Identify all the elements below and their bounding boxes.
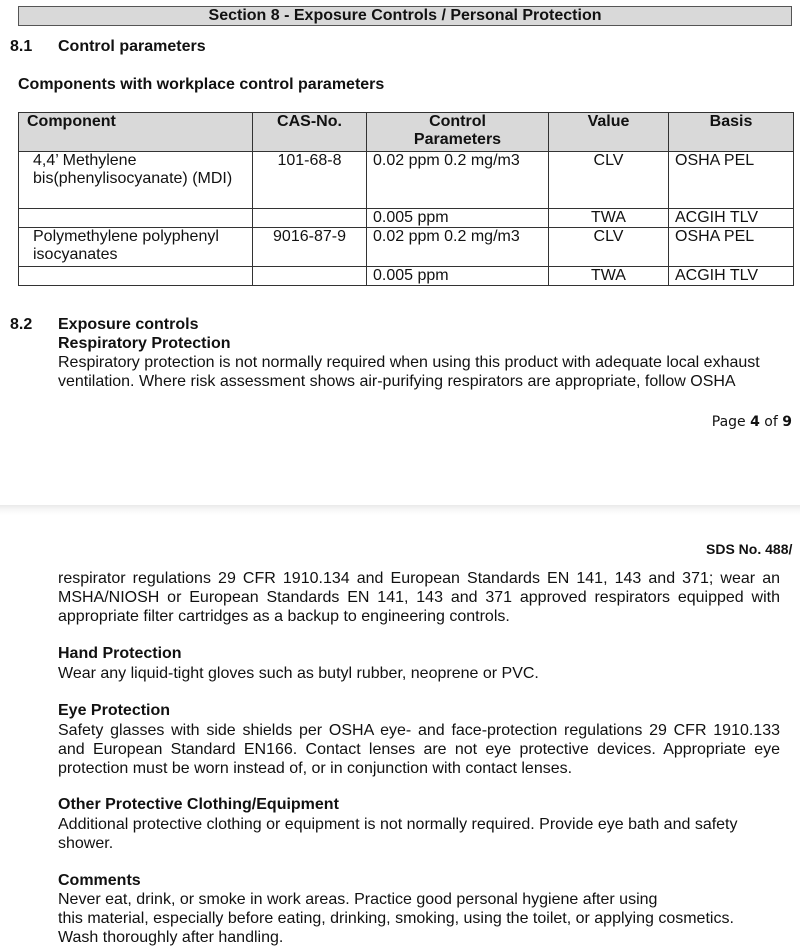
cell-value: CLV [549,152,669,209]
section-8-1-title: Control parameters [58,38,206,55]
control-parameters-table [18,112,794,286]
components-heading: Components with workplace control parameters [18,76,385,93]
table-row [19,267,794,286]
cell-cas [253,267,367,286]
cell-control: 0.02 ppm 0.2 mg/m3 [367,228,549,267]
hand-protection-heading: Hand Protection [58,645,182,662]
header-control-parameters: Control Parameters [367,113,549,152]
table-row [19,209,794,228]
comments-line-3: Wash thoroughly after handling. [58,929,284,946]
cell-basis: OSHA PEL [669,228,794,267]
cell-cas: 101-68-8 [253,152,367,209]
sds-number: SDS No. 488/ [706,541,793,557]
hand-protection-text: Wear any liquid-tight gloves such as butyl rubber, neoprene or PVC. [58,665,539,682]
page-of: of [759,414,783,430]
cell-basis: ACGIH TLV [669,267,794,286]
page-prefix: Page [711,414,751,430]
table-header-row [19,113,794,152]
header-value: Value [549,113,669,152]
page-5 [0,515,800,948]
cell-cas: 9016-87-9 [253,228,367,267]
comments-heading: Comments [58,872,141,889]
cell-component [19,209,253,228]
cell-basis: ACGIH TLV [669,209,794,228]
cell-component [19,267,253,286]
page-current: 4 [750,414,760,430]
header-basis: Basis [669,113,794,152]
section-8-2-number: 8.2 [10,316,33,333]
cell-component: Polymethylene polyphenyl isocyanates [19,228,253,267]
cell-control: 0.005 ppm [367,209,549,228]
comments-line-2: this material, especially before eating, drinking, smoking, using the toilet, or applying cosmetics. [58,910,734,927]
cell-component: 4,4’ Methylene bis(phenylisocyanate) (MDI) [19,152,253,209]
page-number [712,414,792,430]
respiratory-continued: respirator regulations 29 CFR 1910.134 and European Standards EN 141, 143 and 371; wear an MSHA/NIOSH or European Standards EN 141, 143 and 371 approved respirators equipped with appropriate filter cartridges as a backup to engineering controls. [58,570,780,625]
cell-cas [253,209,367,228]
section-title-bar: Section 8 - Exposure Controls / Personal Protection [18,6,792,26]
table-row [19,152,794,209]
other-protective-heading: Other Protective Clothing/Equipment [58,796,339,813]
section-8-2-title: Exposure controls [58,316,199,333]
cell-basis: OSHA PEL [669,152,794,209]
page-total: 9 [782,414,792,430]
respiratory-line-1: Respiratory protection is not normally required when using this product with adequate local exhaust [58,354,760,371]
cell-value: TWA [549,267,669,286]
section-8-1-number: 8.1 [10,38,33,55]
header-component: Component [19,113,253,152]
page-separator [0,505,800,515]
table-row [19,228,794,267]
eye-protection-text: Safety glasses with side shields per OSHA eye- and face-protection regulations 29 CFR 1910.133 and European Standard EN166. Contact lenses are not eye protective devices. Appropriate eye protection must be worn instead of, or in conjunction with contact lenses. [58,722,780,777]
other-protective-text: Additional protective clothing or equipment is not normally required. Provide eye bath and safety shower. [58,816,738,852]
respiratory-heading: Respiratory Protection [58,335,231,352]
cell-value: CLV [549,228,669,267]
comments-line-1: Never eat, drink, or smoke in work areas. Practice good personal hygiene after using [58,891,658,908]
cell-control: 0.005 ppm [367,267,549,286]
cell-value: TWA [549,209,669,228]
header-cas-no: CAS-No. [253,113,367,152]
cell-control: 0.02 ppm 0.2 mg/m3 [367,152,549,209]
eye-protection-heading: Eye Protection [58,702,171,719]
respiratory-line-2: ventilation. Where risk assessment shows air-purifying respirators are appropriate, follow OSHA [58,373,736,390]
